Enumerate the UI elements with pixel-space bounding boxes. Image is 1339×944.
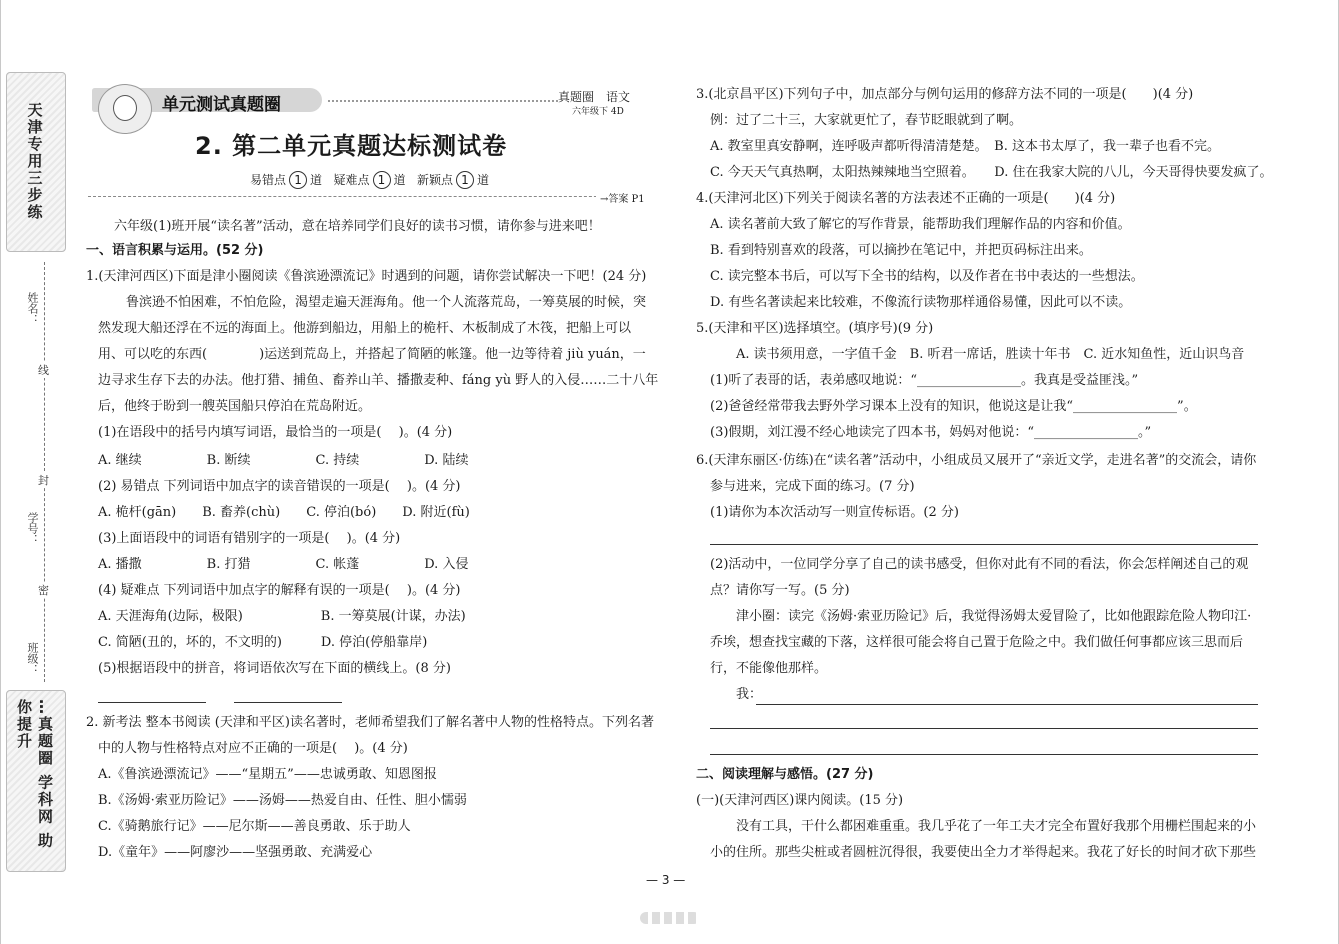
answer-line[interactable] bbox=[98, 702, 206, 703]
question-6-2-cont: 点？请你写一写。(5 分) bbox=[710, 583, 850, 598]
reading-subheading: (一)(天津河西区)课内阅读。(15 分) bbox=[696, 793, 904, 808]
question-5-3: (3)假期，刘江漫不经心地读完了四本书，妈妈对他说：“________________。” bbox=[710, 425, 1152, 440]
options-5: A. 读书须用意，一字值千金 B. 听君一席话，胜读十年书 C. 近水知鱼性，近山识鸟音 bbox=[736, 347, 1245, 362]
question-1-1: (1)在语段中的括号内填写词语，最恰当的一项是( )。(4 分) bbox=[98, 425, 453, 440]
subject-label: 真题圈 语文 bbox=[558, 90, 631, 104]
intro-text: 六年级(1)班开展“读名著”活动，意在培养同学们良好的读书习惯，请你参与进来吧！ bbox=[114, 219, 601, 234]
option-4-a: A. 读名著前大致了解它的写作背景，能帮助我们理解作品的内容和价值。 bbox=[710, 217, 1131, 232]
name-label: 姓名： bbox=[26, 292, 39, 325]
banner-title: 单元测试真题圈 bbox=[162, 95, 281, 115]
options-1-3: A. 播撒 B. 打猎 C. 帐蓬 D. 入侵 bbox=[98, 557, 469, 572]
answer-reference: →答案 P1 bbox=[596, 190, 645, 205]
banner-divider bbox=[328, 100, 558, 102]
option-2-c: C.《骑鹅旅行记》——尼尔斯——善良勇敢、乐于助人 bbox=[98, 819, 411, 834]
passage-line: 边寻求生存下去的办法。他打猎、捕鱼、畜养山羊、播撒麦种、fáng yù 野人的入侵……二十八年 bbox=[98, 373, 659, 388]
passage-line: 然发现大船还浮在不远的海面上。他游到船边，用船上的桅杆、木板制成了木筏，把船上可以 bbox=[98, 321, 632, 336]
question-6-2: (2)活动中，一位同学分享了自己的读书感受，但你对此有不同的看法，你会怎样阐述自己的观 bbox=[710, 557, 1249, 572]
reading-passage: 没有工具，干什么都困难重重。我几乎花了一年工夫才完全布置好我那个用栅栏围起来的小 bbox=[736, 819, 1257, 834]
question-6-cont: 参与进来，完成下面的练习。(7 分) bbox=[710, 479, 915, 494]
side-banner-top bbox=[6, 72, 66, 252]
binding-area bbox=[18, 262, 60, 682]
my-answer-label: 我： bbox=[736, 687, 763, 702]
watermark-dots bbox=[640, 912, 700, 924]
class-label: 班级： bbox=[26, 642, 39, 675]
side-banner-top-text: 天津专用三步练 bbox=[25, 101, 44, 221]
example-answer: 行，不能像他那样。 bbox=[710, 661, 828, 676]
question-5-1: (1)听了表哥的话，表弟感叹地说：“________________。我真是受益匪浅。” bbox=[710, 373, 1139, 388]
option-2-b: B.《汤姆·索亚历险记》——汤姆——热爱自由、任性、胆小懦弱 bbox=[98, 793, 467, 808]
option-4-b: B. 看到特别喜欢的段落，可以摘抄在笔记中，并把页码标注出来。 bbox=[710, 243, 1092, 258]
option-4-d: D. 有些名著读起来比较难，不像流行读物那样通俗易懂，因此可以不读。 bbox=[710, 295, 1132, 310]
question-2: 2. 新考法 整本书阅读 (天津和平区)读名著时，老师希望我们了解名著中人物的性格特点。下列名著 bbox=[86, 715, 654, 730]
student-number-label: 学号： bbox=[26, 512, 39, 545]
binding-mark-line: 线 bbox=[38, 364, 49, 377]
side-banner-bottom-text: …真题圈 学科网 助你提升 bbox=[15, 699, 54, 850]
question-1-5: (5)根据语段中的拼音，将词语依次写在下面的横线上。(8 分) bbox=[98, 661, 451, 676]
passage-line: 后，他终于盼到一艘英国船只停泊在荒岛附近。 bbox=[98, 399, 372, 414]
question-3-example: 例：过了二十三，大家就更忙了，春节眨眼就到了啊。 bbox=[710, 113, 1023, 128]
question-5-2: (2)爸爸经常带我去野外学习课本上没有的知识，他说这是让我“________________”。 bbox=[710, 399, 1197, 414]
question-6-1: (1)请你为本次活动写一则宣传标语。(2 分) bbox=[710, 505, 959, 520]
question-5: 5.(天津和平区)选择填空。(填序号)(9 分) bbox=[696, 321, 934, 336]
options-1-4-cd: C. 简陋(丑的，坏的，不文明的) D. 停泊(停船靠岸) bbox=[98, 635, 428, 650]
options-1-4-ab: A. 天涯海角(边际，极限) B. 一筹莫展(计谋，办法) bbox=[98, 609, 466, 624]
options-3-cd: C. 今天天气真热啊，太阳热辣辣地当空照着。 D. 住在我家大院的八儿，今天哥得快要发疯了。 bbox=[710, 165, 1273, 180]
options-1-1: A. 继续 B. 断续 C. 持续 D. 陆续 bbox=[98, 453, 469, 468]
question-1-2: (2) 易错点 下列词语中加点字的读音错误的一项是( )。(4 分) bbox=[98, 479, 461, 494]
page-number: — 3 — bbox=[646, 873, 686, 887]
section-2-heading: 二、阅读理解与感悟。(27 分) bbox=[696, 767, 874, 782]
question-1-3: (3)上面语段中的词语有错别字的一项是( )。(4 分) bbox=[98, 531, 401, 546]
passage-line: 用、可以吃的东西( )运送到荒岛上，并搭起了简陋的帐篷。他一边等待着 jiù yuán，一 bbox=[98, 347, 646, 362]
answer-line[interactable] bbox=[756, 704, 1258, 705]
options-1-2: A. 桅杆(gān) B. 畜养(chù) C. 停泊(bó) D. 附近(fù) bbox=[98, 505, 470, 520]
section-1-heading: 一、语言积累与运用。(52 分) bbox=[86, 243, 264, 258]
answer-line[interactable] bbox=[710, 544, 1258, 545]
difficulty-stats: 易错点 1 道 疑难点 1 道 新颖点 1 道 bbox=[250, 173, 489, 187]
side-banner-bottom bbox=[6, 690, 66, 872]
answer-line[interactable] bbox=[234, 702, 342, 703]
example-answer: 乔埃，想查找宝藏的下落，这样很可能会将自己置于危险之中。我们做任何事都应该三思而后 bbox=[710, 635, 1244, 650]
option-2-a: A.《鲁滨逊漂流记》——“星期五”——忠诚勇敢、知恩图报 bbox=[98, 767, 437, 782]
binding-mark-seal: 封 bbox=[38, 474, 49, 487]
question-1: 1.(天津河西区)下面是津小圈阅读《鲁滨逊漂流记》时遇到的问题，请你尝试解决一下吧！(24 分) bbox=[86, 269, 647, 284]
answer-line[interactable] bbox=[710, 754, 1258, 755]
option-2-d: D.《童年》——阿廖沙——坚强勇敢、充满爱心 bbox=[98, 845, 373, 860]
page-title: 2. 第二单元真题达标测试卷 bbox=[195, 132, 508, 160]
answer-line[interactable] bbox=[710, 728, 1258, 729]
binding-mark-secret: 密 bbox=[38, 584, 49, 597]
question-1-4: (4) 疑难点 下列词语中加点字的解释有误的一项是( )。(4 分) bbox=[98, 583, 461, 598]
reading-passage: 小的住所。那些尖桩或者圆桩沉得很，我要使出全力才举得起来。我花了好长的时间才砍下那些 bbox=[710, 845, 1257, 860]
unit-banner bbox=[92, 88, 632, 117]
options-3-ab: A. 教室里真安静啊，连呼吸声都听得清清楚楚。 B. 这本书太厚了，我一辈子也看不完。 bbox=[710, 139, 1220, 154]
question-3: 3.(北京昌平区)下列句子中，加点部分与例句运用的修辞方法不同的一项是( )(4 分) bbox=[696, 87, 1194, 102]
answer-divider bbox=[88, 196, 642, 197]
mascot-icon bbox=[98, 84, 152, 134]
question-6: 6.(天津东丽区·仿练)在“读名著”活动中，小组成员又展开了“亲近文学，走进名著”的交流会，请你 bbox=[696, 453, 1257, 468]
passage-line: 鲁滨逊不怕困难，不怕危险，渴望走遍天涯海角。他一个人流落荒岛，一筹莫展的时候，突 bbox=[126, 295, 647, 310]
question-2-cont: 中的人物与性格特点对应不正确的一项是( )。(4 分) bbox=[98, 741, 408, 756]
grade-label: 六年级下 4D bbox=[572, 107, 624, 117]
question-4: 4.(天津河北区)下列关于阅读名著的方法表述不正确的一项是( )(4 分) bbox=[696, 191, 1116, 206]
option-4-c: C. 读完整本书后，可以写下全书的结构，以及作者在书中表达的一些想法。 bbox=[710, 269, 1144, 284]
example-answer: 津小圈：读完《汤姆·索亚历险记》后，我觉得汤姆太爱冒险了，比如他跟踪危险人物印江· bbox=[736, 609, 1252, 624]
